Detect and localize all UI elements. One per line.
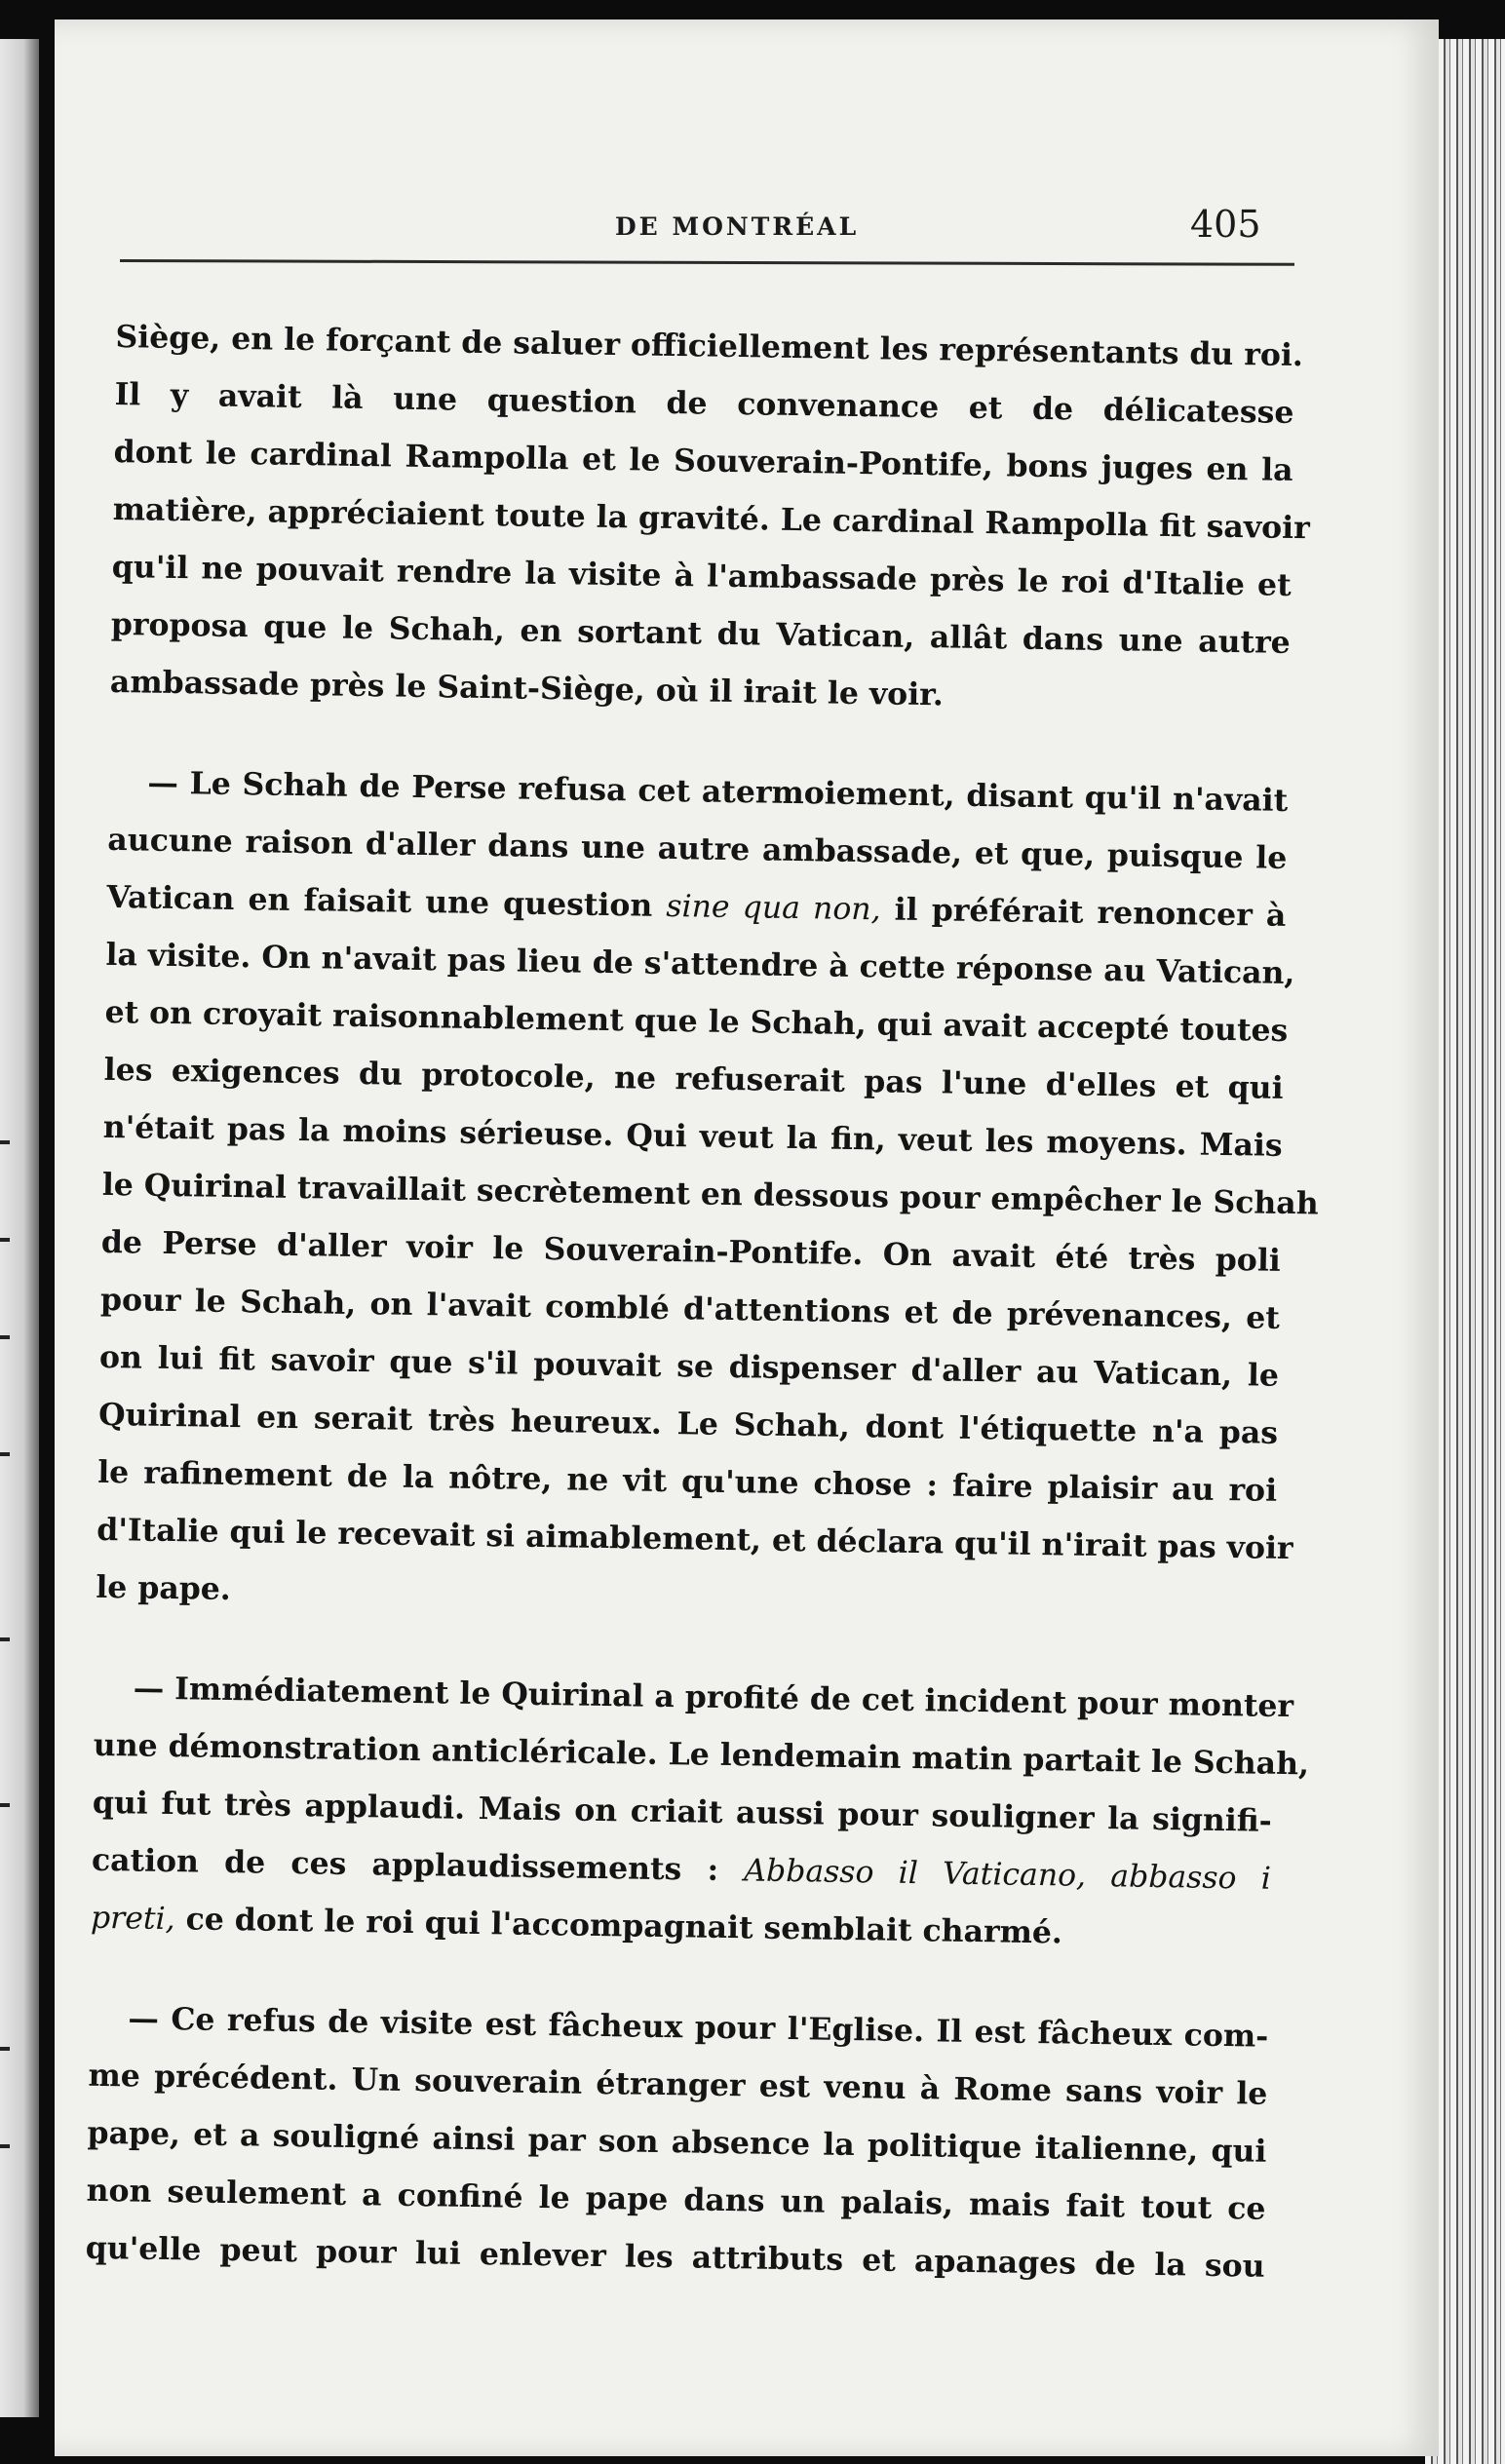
text-line: qui fut très applaudi. Mais on criait aussi pour souligner la signifi- xyxy=(92,1784,1273,1839)
text-line: Vatican en faisait une question sine qua non, il préférait renoncer à xyxy=(106,878,1287,934)
text-line: qu'elle peut pour lui enlever les attributs et apanages de la sou xyxy=(85,2229,1265,2285)
text-line: d'Italie qui le recevait si aimablement, et déclara qu'il n'irait pas voir xyxy=(96,1511,1293,1567)
text-line: preti, ce dont le roi qui l'accompagnait semblait charmé. xyxy=(90,1900,1063,1951)
book-page xyxy=(55,19,1439,2456)
running-head-title: DE MONTRÉAL xyxy=(615,212,860,241)
edge-mark xyxy=(0,1335,10,1339)
italic-phrase: preti, xyxy=(90,1900,175,1938)
text-line: pour le Schah, on l'avait comblé d'attentions et de prévenances, et xyxy=(99,1281,1281,1336)
text-line: de Perse d'aller voir le Souverain-Pontife. On avait été très poli xyxy=(100,1223,1282,1279)
text-line: — Le Schah de Perse refusa cet atermoiement, disant qu'il n'avait xyxy=(147,764,1289,819)
body-text xyxy=(85,308,1319,2295)
page-number: 405 xyxy=(1190,203,1261,246)
text-line: le rafinement de la nôtre, ne vit qu'une chose : faire plaisir au roi xyxy=(96,1453,1278,1509)
edge-mark xyxy=(0,1238,10,1242)
text-line: Il y avait là une question de convenance et de délicatesse xyxy=(114,375,1294,431)
text-line: on lui fit savoir que s'il pouvait se dispenser d'aller au Vatican, le xyxy=(98,1338,1280,1394)
header-rule xyxy=(120,259,1294,266)
text-line: — Immédiatement le Quirinal a profité de cet incident pour monter xyxy=(133,1670,1294,1725)
text-line: qu'il ne pouvait rendre la visite à l'ambassade près le roi d'Italie et xyxy=(111,548,1292,603)
text-line: matière, appréciaient toute la gravité. Le cardinal Rampolla fit savoir xyxy=(112,490,1311,547)
paragraph-3 xyxy=(90,1659,1310,1965)
edge-mark xyxy=(0,2047,10,2051)
text-line: aucune raison d'aller dans une autre ambassade, et que, puisque le xyxy=(107,821,1288,876)
text-line: les exigences du protocole, ne refuserait pas l'une d'elles et qui xyxy=(103,1051,1284,1106)
italic-phrase: Abbasso il Vaticano, abbasso i xyxy=(744,1853,1272,1897)
italic-phrase: sine qua non, xyxy=(666,888,881,928)
text-line: ambassade près le Saint-Siège, où il irait le voir. xyxy=(109,663,945,713)
text-line: — Ce refus de visite est fâcheux pour l'Eglise. Il est fâcheux com- xyxy=(128,2000,1269,2055)
text-line: non seulement a confiné le pape dans un palais, mais fait tout ce xyxy=(86,2172,1266,2227)
text-line: Quirinal en serait très heureux. Le Schah, dont l'étiquette n'a pas xyxy=(97,1396,1279,1451)
edge-mark xyxy=(0,2144,10,2148)
paragraph-1 xyxy=(109,308,1311,729)
text-line: proposa que le Schah, en sortant du Vatican, allât dans une autre xyxy=(110,605,1292,661)
text-line: dont le cardinal Rampolla et le Souverain-Pontife, bons juges en la xyxy=(113,433,1293,488)
edge-mark xyxy=(0,1803,10,1807)
text-line: cation de ces applaudissements : Abbasso il Vaticano, abbasso i xyxy=(91,1841,1272,1897)
text-line: le pape. xyxy=(96,1568,232,1608)
text-line: pape, et a souligné ainsi par son absence la politique italienne, qui xyxy=(87,2114,1267,2170)
left-page-edge xyxy=(0,39,39,2417)
edge-mark xyxy=(0,1140,10,1144)
text-line: me précédent. Un souverain étranger est venu à Rome sans voir le xyxy=(88,2057,1268,2112)
paragraph-2 xyxy=(96,753,1319,1635)
text-line: et on croyait raisonnablement que le Schah, qui avait accepté toutes xyxy=(104,993,1289,1049)
text-line: le Quirinal travaillait secrètement en dessous pour empêcher le Schah xyxy=(101,1166,1319,1222)
text-line: la visite. On n'avait pas lieu de s'attendre à cette réponse au Vatican, xyxy=(105,936,1295,992)
text-line: n'était pas la moins sérieuse. Qui veut la fin, veut les moyens. Mais xyxy=(102,1108,1283,1164)
text-line: Siège, en le forçant de saluer officiellement les représentants du roi. xyxy=(115,318,1304,374)
running-head xyxy=(55,203,1439,261)
edge-mark xyxy=(0,1637,10,1641)
paragraph-4 xyxy=(85,1989,1268,2295)
edge-mark xyxy=(0,1452,10,1456)
text-line: une démonstration anticléricale. Le lendemain matin partait le Schah, xyxy=(93,1726,1310,1783)
